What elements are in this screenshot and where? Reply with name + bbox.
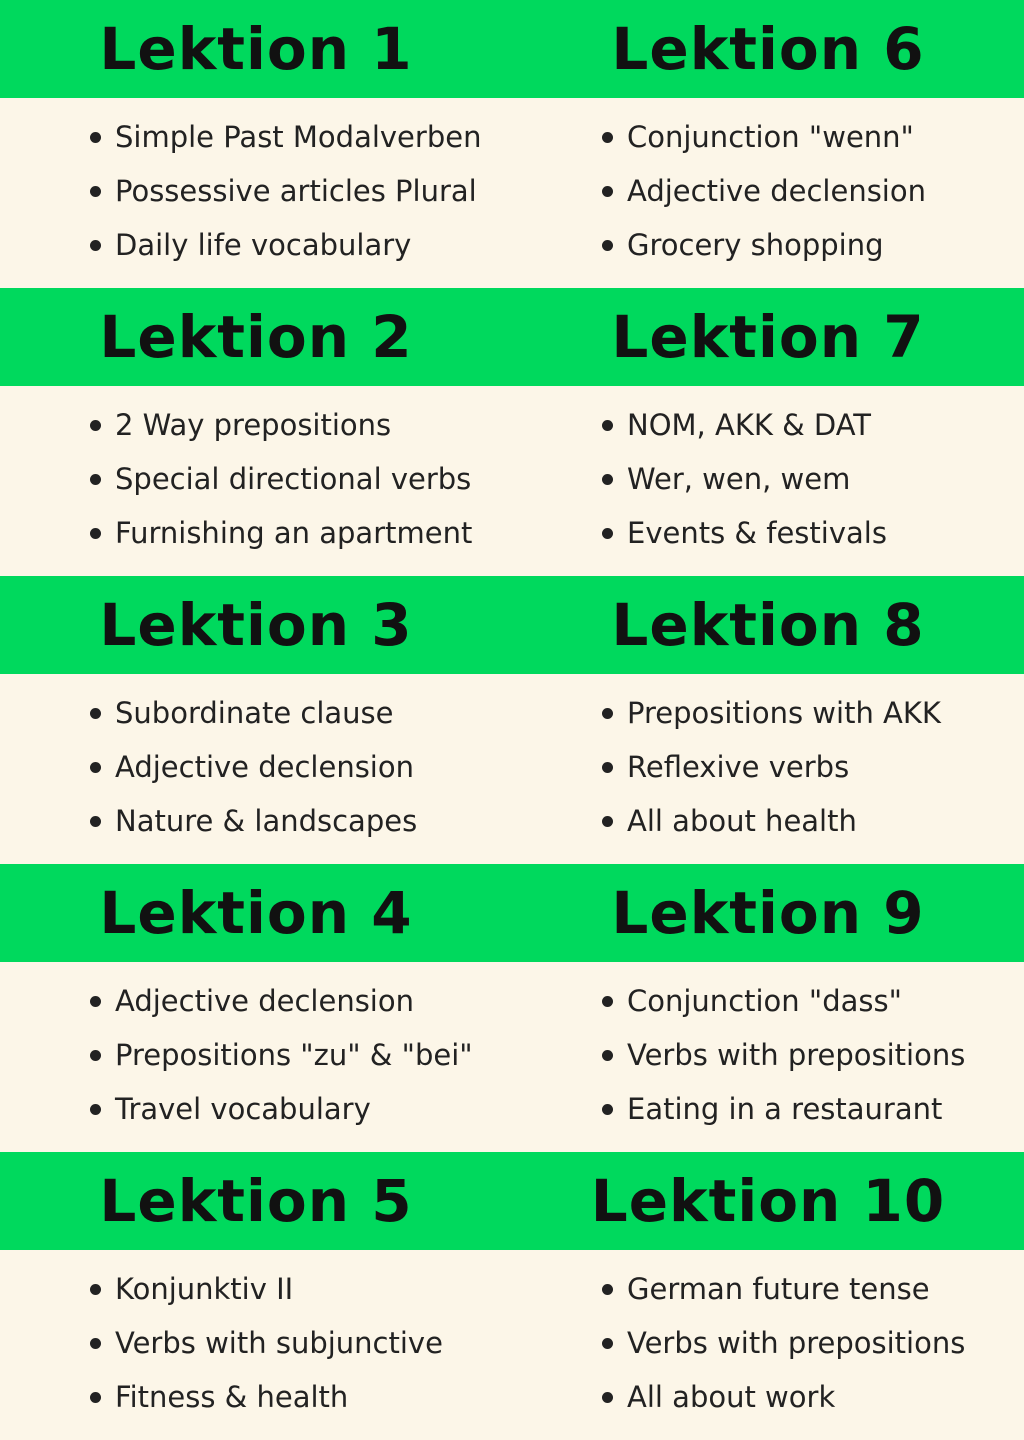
topic-text: Wer, wen, wem: [627, 461, 851, 496]
bullet-icon: [602, 816, 613, 827]
lesson-header: [512, 864, 1024, 962]
topic-text: 2 Way prepositions: [115, 407, 392, 442]
topic-list: [602, 110, 926, 272]
lesson-body: [512, 98, 1024, 288]
lesson-block-9: [512, 864, 1024, 1152]
lesson-title: Lektion 6: [611, 15, 925, 83]
topic-item: [90, 164, 481, 218]
topic-text: German future tense: [627, 1271, 930, 1306]
topic-text: Verbs with prepositions: [627, 1037, 966, 1072]
bullet-icon: [90, 240, 101, 251]
topic-list: [90, 110, 481, 272]
bullet-icon: [90, 528, 101, 539]
topic-list: [90, 686, 417, 848]
topic-text: Conjunction "wenn": [627, 119, 914, 154]
topic-text: Konjunktiv II: [115, 1271, 294, 1306]
bullet-icon: [602, 1392, 613, 1403]
topic-text: Subordinate clause: [115, 695, 394, 730]
lesson-column-right: [512, 0, 1024, 1440]
lesson-block-8: [512, 576, 1024, 864]
bullet-icon: [90, 474, 101, 485]
bullet-icon: [90, 816, 101, 827]
topic-text: Events & festivals: [627, 515, 887, 550]
topic-text: Eating in a restaurant: [627, 1091, 943, 1126]
topic-list: [602, 1262, 965, 1424]
topic-text: Conjunction "dass": [627, 983, 902, 1018]
lesson-title: Lektion 4: [99, 879, 413, 947]
lesson-title: Lektion 2: [99, 303, 413, 371]
topic-item: [90, 110, 481, 164]
topic-list: [602, 686, 941, 848]
bullet-icon: [602, 708, 613, 719]
topic-list: [90, 398, 472, 560]
topic-item: [602, 398, 887, 452]
topic-item: [602, 1028, 965, 1082]
lesson-block-1: [0, 0, 512, 288]
lesson-body: [0, 98, 512, 288]
bullet-icon: [602, 996, 613, 1007]
lesson-header: [512, 576, 1024, 674]
topic-text: Prepositions with AKK: [627, 695, 941, 730]
lesson-title: Lektion 5: [99, 1167, 413, 1235]
lesson-block-7: [512, 288, 1024, 576]
topic-text: Nature & landscapes: [115, 803, 418, 838]
bullet-icon: [602, 1284, 613, 1295]
lesson-header: [0, 288, 512, 386]
lesson-title: Lektion 7: [611, 303, 925, 371]
lesson-block-10: [512, 1152, 1024, 1440]
lesson-header: [0, 576, 512, 674]
topic-item: [90, 398, 472, 452]
bullet-icon: [90, 186, 101, 197]
topic-item: [602, 686, 941, 740]
lesson-header: [512, 1152, 1024, 1250]
topic-item: [90, 452, 472, 506]
topic-item: [602, 1316, 965, 1370]
lesson-header: [512, 288, 1024, 386]
topic-item: [602, 794, 941, 848]
topic-item: [90, 740, 417, 794]
topic-text: NOM, AKK & DAT: [627, 407, 872, 442]
topic-text: Simple Past Modalverben: [115, 119, 482, 154]
topic-item: [602, 740, 941, 794]
topic-text: Adjective declension: [627, 173, 926, 208]
topic-text: All about work: [627, 1379, 836, 1414]
lesson-block-6: [512, 0, 1024, 288]
topic-text: Fitness & health: [115, 1379, 349, 1414]
topic-item: [602, 1262, 965, 1316]
topic-text: Daily life vocabulary: [115, 227, 412, 262]
bullet-icon: [90, 1104, 101, 1115]
bullet-icon: [602, 420, 613, 431]
topic-text: Furnishing an apartment: [115, 515, 473, 550]
lesson-title: Lektion 10: [590, 1167, 946, 1235]
topic-item: [90, 686, 417, 740]
topic-text: Verbs with prepositions: [627, 1325, 966, 1360]
lesson-header: [0, 1152, 512, 1250]
topic-text: All about health: [627, 803, 857, 838]
topic-item: [602, 974, 965, 1028]
topic-item: [90, 794, 417, 848]
bullet-icon: [602, 240, 613, 251]
topic-list: [602, 974, 965, 1136]
topic-item: [602, 1082, 965, 1136]
lesson-title: Lektion 8: [611, 591, 925, 659]
lesson-body: [0, 1250, 512, 1440]
lesson-block-3: [0, 576, 512, 864]
topic-item: [90, 1028, 473, 1082]
topic-text: Travel vocabulary: [115, 1091, 371, 1126]
lesson-block-2: [0, 288, 512, 576]
lesson-title: Lektion 1: [99, 15, 413, 83]
topic-text: Possessive articles Plural: [115, 173, 477, 208]
lesson-header: [512, 0, 1024, 98]
topic-text: Adjective declension: [115, 749, 414, 784]
topic-item: [90, 1262, 443, 1316]
lesson-block-5: [0, 1152, 512, 1440]
bullet-icon: [90, 996, 101, 1007]
lesson-title: Lektion 9: [611, 879, 925, 947]
bullet-icon: [602, 1338, 613, 1349]
lesson-body: [512, 962, 1024, 1152]
topic-item: [90, 1370, 443, 1424]
bullet-icon: [602, 474, 613, 485]
topic-item: [602, 218, 926, 272]
topic-item: [90, 1316, 443, 1370]
bullet-icon: [90, 132, 101, 143]
topic-text: Prepositions "zu" & "bei": [115, 1037, 473, 1072]
lesson-body: [512, 386, 1024, 576]
bullet-icon: [602, 762, 613, 773]
topic-text: Reflexive verbs: [627, 749, 850, 784]
lesson-body: [0, 962, 512, 1152]
topic-item: [90, 218, 481, 272]
lesson-title: Lektion 3: [99, 591, 413, 659]
topic-item: [602, 1370, 965, 1424]
bullet-icon: [90, 1050, 101, 1061]
topic-item: [90, 1082, 473, 1136]
lesson-body: [0, 674, 512, 864]
topic-text: Grocery shopping: [627, 227, 884, 262]
topic-item: [90, 974, 473, 1028]
bullet-icon: [602, 186, 613, 197]
bullet-icon: [90, 1338, 101, 1349]
lesson-header: [0, 0, 512, 98]
topic-list: [90, 1262, 443, 1424]
topic-item: [602, 110, 926, 164]
bullet-icon: [90, 420, 101, 431]
lesson-block-4: [0, 864, 512, 1152]
bullet-icon: [602, 1050, 613, 1061]
bullet-icon: [602, 132, 613, 143]
bullet-icon: [90, 1392, 101, 1403]
topic-list: [90, 974, 473, 1136]
topic-item: [90, 506, 472, 560]
bullet-icon: [90, 1284, 101, 1295]
topic-text: Verbs with subjunctive: [115, 1325, 443, 1360]
lesson-header: [0, 864, 512, 962]
bullet-icon: [602, 528, 613, 539]
topic-text: Special directional verbs: [115, 461, 472, 496]
topic-item: [602, 164, 926, 218]
topic-item: [602, 452, 887, 506]
bullet-icon: [602, 1104, 613, 1115]
bullet-icon: [90, 708, 101, 719]
topic-text: Adjective declension: [115, 983, 414, 1018]
topic-list: [602, 398, 887, 560]
bullet-icon: [90, 762, 101, 773]
lesson-body: [512, 674, 1024, 864]
lesson-body: [512, 1250, 1024, 1440]
lesson-body: [0, 386, 512, 576]
topic-item: [602, 506, 887, 560]
